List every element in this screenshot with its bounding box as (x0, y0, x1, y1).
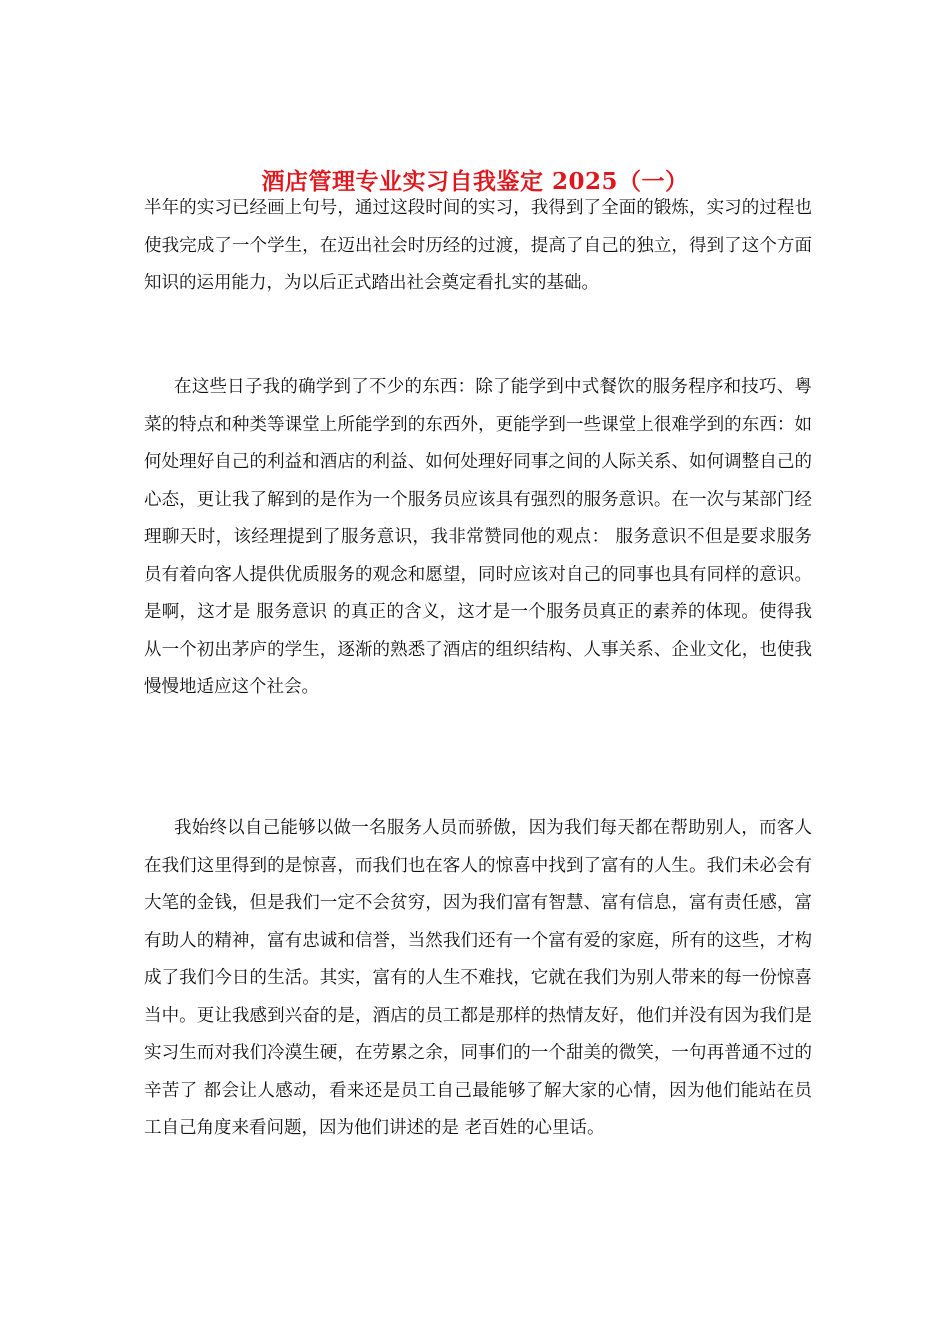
paragraph-1: 半年的实习已经画上句号，通过这段时间的实习，我得到了全面的锻炼，实习的过程也使我完成了一个学生，在迈出社会时历经的过渡，提高了自己的独立，得到了这个方面知识的运用能力，为以后正式踏出社会奠定看扎实的基础。 (144, 198, 812, 293)
document-title: 酒店管理专业实习自我鉴定 2025（一） (261, 168, 689, 196)
paragraph-2: 在这些日子我的确学到了不少的东西：除了能学到中式餐饮的服务程序和技巧、粤菜的特点和种类等课堂上所能学到的东西外，更能学到一些课堂上很难学到的东西：如何处理好自己的利益和酒店的利益、如何处理好同事之间的人际关系、如何调整自己的心态，更让我了解到的是作为一个服务员应该具有强烈的服务意识。在一次与某部门经理聊天时，该经理提到了服务意识，我非常赞同他的观点： 服务意识不但是要求服务员有着向客人提供优质服务的观念和愿望，同时应该对自己的同事也具有同样的意识。 是啊，这才是 服务意识 的真正的含义，这才是一个服务员真正的素养的体现。使得我从一个初出茅庐的学生，逐渐的熟悉了酒店的组织结构、人事关系、企业文化，也使我慢慢地适应这个社会。 (144, 377, 812, 697)
paragraph-3: 我始终以自己能够以做一名服务人员而骄傲，因为我们每天都在帮助别人，而客人在我们这里得到的是惊喜，而我们也在客人的惊喜中找到了富有的人生。我们未必会有大笔的金钱，但是我们一定不会贫穷，因为我们富有智慧、富有信息，富有责任感，富有助人的精神，富有忠诚和信誉，当然我们还有一个富有爱的家庭，所有的这些，才构成了我们今日的生活。其实，富有的人生不难找，它就在我们为别人带来的每一份惊喜当中。更让我感到兴奋的是，酒店的员工都是那样的热情友好，他们并没有因为我们是实习生而对我们冷漠生硬，在劳累之余，同事们的一个甜美的微笑，一句再普通不过的 辛苦了 都会让人感动，看来还是员工自己最能够了解大家的心情，因为他们能站在员工自己角度来看问题，因为他们讲述的是 老百姓的心里话。 (144, 818, 812, 1138)
